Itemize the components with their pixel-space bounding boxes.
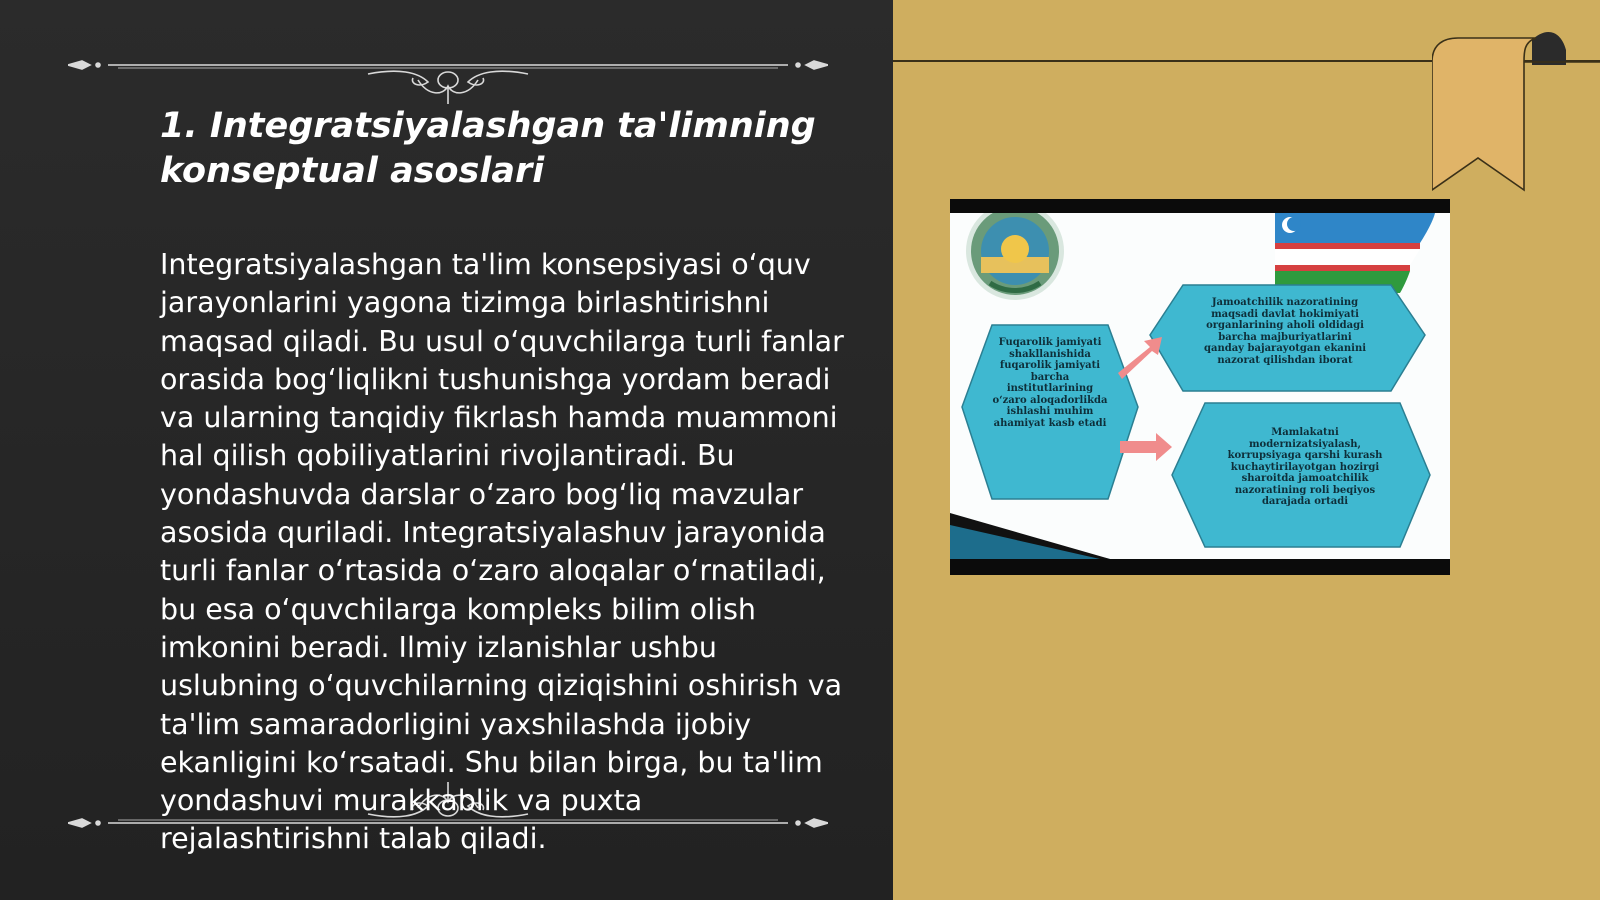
hexagon-bottom-right-text: Mamlakatni modernizatsiyalash, korrupsiyaga qarshi kurash kuchaytirilayotgan hozirgi sharoitda jamoatchilik nazoratining roli beqiyos darajada ortadi: [1227, 427, 1383, 507]
slide-body-text: Integratsiyalashgan ta'lim konsepsiyasi o‘quv jarayonlarini yagona tizimga birlashtirishni maqsad qiladi. Bu usul o‘quvchilarga turli fanlar orasida bog‘liqlikni tushunishga yordam beradi va ularning tanqidiy fikrlash hamda muammoni hal qilish qobiliyatlarini rivojlantiradi. Bu yondashuvda darslar o‘zaro bog‘liq mavzular asosida quriladi. Integratsiyalashuv jarayonida turli fanlar o‘rtasida o‘zaro aloqalar o‘rnatiladi, bu esa o‘quvchilarga kompleks bilim olish imkonini beradi. Ilmiy izlanishlar ushbu uslubning o‘quvchilarning qiziqishini oshirish va ta'lim samaradorligini yaxshilashda ijobiy ekanligini ko‘rsatadi. Shu bilan birga, bu ta'lim yondashuvi murakkablik va puxta rejalashtirishni talab qiladi.: [160, 248, 844, 856]
bookmark-ribbon-icon: [1432, 30, 1600, 205]
arrow-icon-upper: [1118, 337, 1162, 379]
embedded-slide-image: [950, 199, 1450, 575]
slide-title: 1. Integratsiyalashgan ta'limning konseptual asoslari: [160, 106, 816, 191]
hexagon-top-right-text: Jamoatchilik nazoratining maqsadi davlat hokimiyati organlarining aholi oldidagi barcha majburiyatlarini qanday bajarayotgan ekanini nazorat qilishdan iborat: [1203, 297, 1367, 366]
ornament-divider-top: [68, 44, 828, 104]
embedded-slide-canvas: [950, 213, 1450, 559]
hexagon-left-text: Fuqarolik jamiyati shakllanishida fuqarolik jamiyati barcha institutlarining o‘zaro aloqadorlikda ishlashi muhim ahamiyat kasb etadi: [992, 337, 1108, 429]
uzbekistan-emblem-icon: [966, 213, 1064, 300]
uzbekistan-flag-icon: [1275, 213, 1435, 293]
